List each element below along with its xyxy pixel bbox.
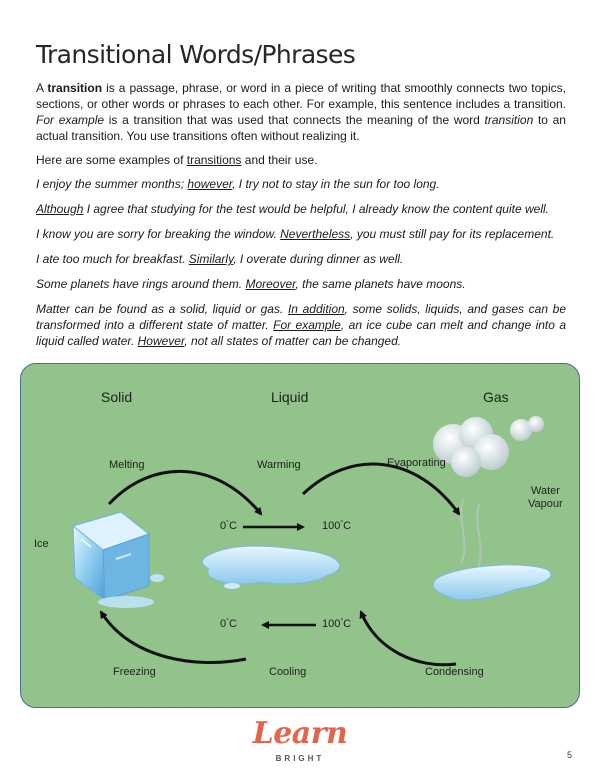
example-sentence: Some planets have rings around them. Moreover, the same planets have moons. bbox=[36, 277, 466, 291]
condensing-label: Condensing bbox=[425, 666, 484, 678]
gas-puddle-icon bbox=[433, 565, 551, 600]
liquid-heading: Liquid bbox=[271, 389, 309, 405]
condensing-arrow bbox=[361, 612, 456, 665]
example-matter: Matter can be found as a solid, liquid or gas. In addition, some solids, liquids, and gases can be transformed into a different state of matter. For example, an ice cube can melt and change into a liquid called water. However, not all states of matter can be changed. bbox=[36, 302, 566, 348]
logo-subtitle: BRIGHT bbox=[275, 754, 325, 763]
evaporating-label: Evaporating bbox=[387, 457, 446, 469]
example-sentence: I ate too much for breakfast. Similarly, I overate during dinner as well. bbox=[36, 252, 404, 266]
example-sentence: I enjoy the summer months; however, I try not to stay in the sun for too long. bbox=[36, 177, 440, 191]
gas-heading: Gas bbox=[483, 389, 509, 405]
melting-arrow bbox=[109, 471, 261, 514]
hundred-celsius-top: 100°C bbox=[322, 520, 352, 532]
ice-cube-icon bbox=[73, 512, 164, 608]
water-puddle-icon bbox=[202, 546, 339, 584]
vapour-cloud-icon bbox=[433, 416, 544, 569]
hundred-celsius-bottom: 100°C bbox=[322, 618, 352, 630]
example-sentence: I know you are sorry for breaking the window. Nevertheless, you must still pay for its replacement. bbox=[36, 227, 555, 241]
states-of-matter-diagram bbox=[20, 363, 580, 708]
warming-label: Warming bbox=[257, 459, 301, 471]
freezing-label: Freezing bbox=[113, 666, 156, 678]
cooling-label: Cooling bbox=[269, 666, 307, 678]
example-sentence: Although I agree that studying for the test would be helpful, I already know the content quite well. bbox=[36, 202, 549, 216]
water-vapour-label-line1: Water bbox=[531, 485, 560, 497]
ice-label: Ice bbox=[34, 538, 49, 550]
learn-bright-logo bbox=[250, 716, 350, 770]
body-text bbox=[36, 80, 566, 358]
page-title: Transitional Words/Phrases bbox=[36, 40, 356, 69]
diagram-art bbox=[21, 364, 580, 708]
zero-celsius-top: 0°C bbox=[220, 520, 237, 532]
water-vapour-label-line2: Vapour bbox=[528, 498, 563, 510]
solid-heading: Solid bbox=[101, 389, 133, 405]
evaporating-arrow bbox=[303, 464, 459, 514]
logo-word: Learn bbox=[252, 716, 348, 751]
melting-label: Melting bbox=[109, 459, 145, 471]
page-number: 5 bbox=[567, 750, 573, 760]
examples-intro: Here are some examples of transitions and their use. bbox=[36, 153, 318, 167]
intro-paragraph: A transition is a passage, phrase, or word in a piece of writing that smoothly connects two topics, sections, or other words or phrases to each other. For example, this sentence includes a transition. For example is a transition that was used that connects the meaning of the word transition to an actual transition. You use transitions often without realizing it. bbox=[36, 81, 566, 143]
zero-celsius-bottom: 0°C bbox=[220, 618, 237, 630]
